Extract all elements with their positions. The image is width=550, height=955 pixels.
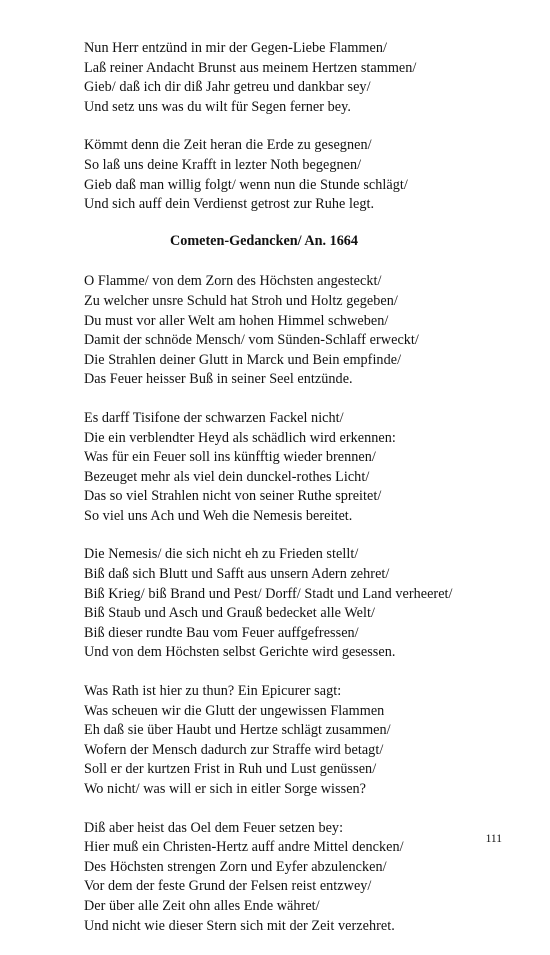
verse-line: Das so viel Strahlen nicht von seiner Ruthe spreitet/ (84, 488, 382, 505)
verse-line: Was Rath ist hier zu thun? Ein Epicurer sagt: (84, 683, 342, 700)
verse-line: Vor dem der feste Grund der Felsen reist entzwey/ (84, 878, 372, 895)
verse-line: Was scheuen wir die Glutt der ungewissen Flammen (84, 702, 385, 719)
stanza (84, 136, 524, 214)
poem-page (84, 39, 524, 955)
verse-line: Soll er der kurtzen Frist in Ruh und Lust genüssen/ (84, 761, 377, 778)
verse-line: Kömmt denn die Zeit heran die Erde zu gesegnen/ (84, 137, 372, 154)
verse-line: Hier muß ein Christen-Hertz auff andre Mittel dencken/ (84, 839, 404, 856)
verse-line: Biß Krieg/ biß Brand und Pest/ Dorff/ Stadt und Land verheeret/ (84, 585, 453, 602)
verse-line: Laß reiner Andacht Brunst aus meinem Hertzen stammen/ (84, 59, 417, 76)
verse-line: Damit der schnöde Mensch/ vom Sünden-Schlaff erweckt/ (84, 332, 419, 349)
stanza (84, 272, 524, 390)
verse-line: Nun Herr entzünd in mir der Gegen-Liebe Flammen/ (84, 40, 387, 56)
verse-line: Und von dem Höchsten selbst Gerichte wird gesessen. (84, 644, 396, 661)
verse-line: Und sich auff dein Verdienst getrost zur Ruhe legt. (84, 196, 375, 213)
verse-line: Was für ein Feuer soll ins künfftig wieder brennen/ (84, 449, 376, 466)
preceding-poem-ending (84, 39, 524, 215)
verse-line: So laß uns deine Krafft in lezter Noth begegnen/ (84, 156, 362, 173)
verse-line: Biß daß sich Blutt und Safft aus unsern Adern zehret/ (84, 566, 390, 583)
stanza (84, 409, 524, 527)
verse-line: Eh daß sie über Haubt und Hertze schlägt zusammen/ (84, 722, 391, 739)
verse-line: Der über alle Zeit ohn alles Ende währet/ (84, 897, 320, 914)
verse-line: Die Strahlen deiner Glutt in Marck und Bein empfinde/ (84, 351, 402, 368)
verse-line: Gieb/ daß ich dir diß Jahr getreu und dankbar sey/ (84, 79, 371, 96)
verse-line: Bezeuget mehr als viel dein dunckel-rothes Licht/ (84, 468, 370, 485)
verse-line: Zu welcher unsre Schuld hat Stroh und Holtz gegeben/ (84, 292, 398, 309)
verse-line: Biß Staub und Asch und Grauß bedecket alle Welt/ (84, 605, 375, 622)
verse-line: Diß aber heist das Oel dem Feuer setzen bey: (84, 819, 344, 836)
poem-body (84, 272, 524, 936)
stanza (84, 545, 524, 663)
verse-line: Das Feuer heisser Buß in seiner Seel entzünde. (84, 371, 353, 388)
stanza (84, 682, 524, 800)
verse-line: Wo nicht/ was will er sich in eitler Sorge wissen? (84, 781, 367, 797)
verse-line: Die Nemesis/ die sich nicht eh zu Frieden stellt/ (84, 546, 359, 563)
verse-line: Es darff Tisifone der schwarzen Fackel nicht/ (84, 409, 344, 426)
poem-title: Cometen-Gedancken/ An. 1664 (170, 232, 358, 249)
verse-line: Gieb daß man willig folgt/ wenn nun die Stunde schlägt/ (84, 176, 408, 193)
verse-line: Die ein verblendter Heyd als schädlich wird erkennen: (84, 429, 396, 446)
stanza (84, 819, 524, 937)
verse-line: So viel uns Ach und Weh die Nemesis bereitet. (84, 507, 353, 524)
verse-line: Und setz uns was du wilt für Segen ferner bey. (84, 98, 351, 115)
verse-line: Du must vor aller Welt am hohen Himmel schweben/ (84, 312, 389, 329)
verse-line: Biß dieser rundte Bau vom Feuer auffgefressen/ (84, 624, 359, 641)
verse-line: Des Höchsten strengen Zorn und Eyfer abzulencken/ (84, 858, 387, 875)
page-number: 111 (485, 833, 502, 845)
verse-line: O Flamme/ von dem Zorn des Höchsten angesteckt/ (84, 273, 382, 290)
verse-line: Und nicht wie dieser Stern sich mit der Zeit verzehret. (84, 917, 395, 934)
verse-line: Wofern der Mensch dadurch zur Straffe wird betagt/ (84, 741, 384, 758)
stanza (84, 39, 524, 117)
